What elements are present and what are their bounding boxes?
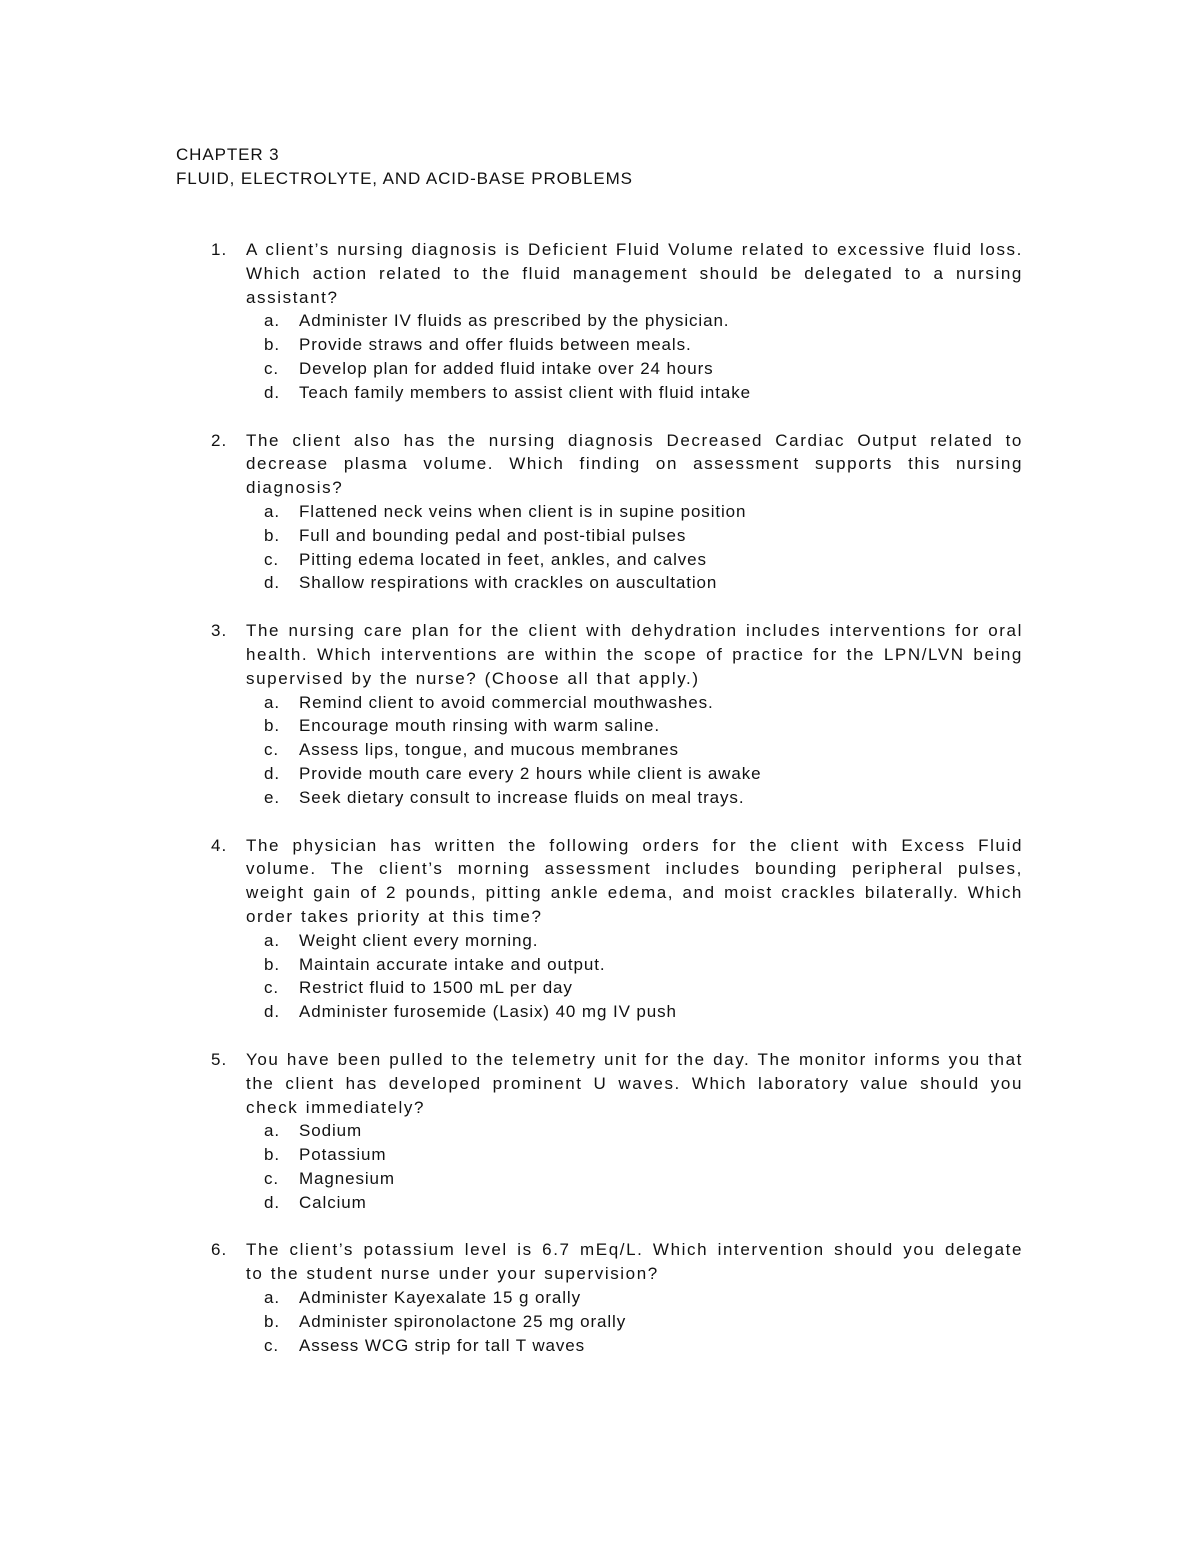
option-letter: a. xyxy=(264,930,280,950)
option-text: Seek dietary consult to increase fluids on meal trays. xyxy=(299,787,745,807)
answer-option xyxy=(246,1000,1023,1024)
question-1 xyxy=(211,238,1023,405)
option-text: Develop plan for added fluid intake over 24 hours xyxy=(299,358,714,378)
option-text: Weight client every morning. xyxy=(299,930,539,950)
option-text: Pitting edema located in feet, ankles, and calves xyxy=(299,549,707,569)
chapter-number: CHAPTER 3 xyxy=(176,145,280,164)
question-stem: You have been pulled to the telemetry unit for the day. The monitor informs you that the client has developed prominent U waves. Which laboratory value should you check immediately? xyxy=(246,1049,1023,1117)
answer-option xyxy=(246,762,1023,786)
question-3 xyxy=(211,619,1023,809)
answer-options xyxy=(246,1286,1023,1357)
option-text: Calcium xyxy=(299,1192,367,1212)
answer-option xyxy=(246,1191,1023,1215)
option-text: Full and bounding pedal and post-tibial pulses xyxy=(299,525,687,545)
answer-option xyxy=(246,333,1023,357)
option-text: Potassium xyxy=(299,1145,387,1165)
option-letter: b. xyxy=(264,1311,280,1331)
answer-option xyxy=(246,571,1023,595)
option-letter: b. xyxy=(264,954,280,974)
option-letter: a. xyxy=(264,692,280,712)
option-letter: e. xyxy=(264,787,280,807)
question-5 xyxy=(211,1048,1023,1215)
question-4 xyxy=(211,834,1023,1024)
answer-options xyxy=(246,1119,1023,1214)
option-letter: d. xyxy=(264,763,280,783)
option-letter: a. xyxy=(264,501,280,521)
option-text: Assess lips, tongue, and mucous membranes xyxy=(299,740,679,760)
option-text: Encourage mouth rinsing with warm saline. xyxy=(299,716,660,736)
question-number: 6. xyxy=(211,1240,228,1260)
answer-option xyxy=(246,524,1023,548)
question-2 xyxy=(211,429,1023,596)
option-text: Provide straws and offer fluids between meals. xyxy=(299,335,692,355)
answer-option xyxy=(246,738,1023,762)
question-stem: The client’s potassium level is 6.7 mEq/L. Which intervention should you delegate to the student nurse under your supervision? xyxy=(246,1240,1023,1284)
answer-option xyxy=(246,381,1023,405)
answer-option xyxy=(246,1119,1023,1143)
option-letter: c. xyxy=(264,1168,280,1188)
answer-options xyxy=(246,500,1023,595)
answer-option xyxy=(246,976,1023,1000)
answer-options xyxy=(246,929,1023,1024)
question-stem: A client’s nursing diagnosis is Deficient Fluid Volume related to excessive fluid loss. Which action related to the fluid management should be delegated to a nursing assistant? xyxy=(246,240,1023,307)
option-text: Administer furosemide (Lasix) 40 mg IV push xyxy=(299,1002,677,1022)
option-letter: c. xyxy=(264,978,280,998)
option-text: Flattened neck veins when client is in supine position xyxy=(299,501,747,521)
answer-options xyxy=(246,309,1023,404)
answer-option xyxy=(246,309,1023,333)
option-text: Magnesium xyxy=(299,1168,395,1188)
option-text: Shallow respirations with crackles on auscultation xyxy=(299,573,718,593)
question-list xyxy=(211,238,1023,1381)
question-stem: The physician has written the following orders for the client with Excess Fluid volume. The client’s morning assessment includes bounding peripheral pulses, weight gain of 2 pounds, pitting ankle edema, and moist crackles bilaterally. Which order takes priority at this time? xyxy=(246,835,1023,926)
option-letter: c. xyxy=(264,1335,280,1355)
question-number: 4. xyxy=(211,835,228,855)
option-text: Provide mouth care every 2 hours while client is awake xyxy=(299,763,762,783)
option-letter: a. xyxy=(264,1288,280,1308)
option-letter: a. xyxy=(264,311,280,331)
option-letter: b. xyxy=(264,1145,280,1165)
option-text: Remind client to avoid commercial mouthwashes. xyxy=(299,692,714,712)
question-number: 3. xyxy=(211,621,228,641)
answer-option xyxy=(246,1286,1023,1310)
answer-option xyxy=(246,786,1023,810)
answer-option xyxy=(246,691,1023,715)
question-6 xyxy=(211,1238,1023,1357)
option-text: Administer spironolactone 25 mg orally xyxy=(299,1311,627,1331)
option-letter: c. xyxy=(264,740,280,760)
option-letter: b. xyxy=(264,335,280,355)
option-letter: d. xyxy=(264,382,280,402)
answer-option xyxy=(246,953,1023,977)
answer-option xyxy=(246,500,1023,524)
answer-option xyxy=(246,357,1023,381)
option-letter: c. xyxy=(264,358,280,378)
question-stem: The client also has the nursing diagnosis Decreased Cardiac Output related to decrease plasma volume. Which finding on assessment supports this nursing diagnosis? xyxy=(246,430,1023,498)
question-stem: The nursing care plan for the client with dehydration includes interventions for oral health. Which interventions are within the scope of practice for the LPN/LVN being supervised by the nurse? (Choose all that apply.) xyxy=(246,621,1023,688)
question-number: 5. xyxy=(211,1049,228,1069)
answer-option xyxy=(246,1334,1023,1358)
option-text: Restrict fluid to 1500 mL per day xyxy=(299,978,573,998)
option-letter: d. xyxy=(264,1192,280,1212)
answer-option xyxy=(246,714,1023,738)
answer-option xyxy=(246,929,1023,953)
option-text: Sodium xyxy=(299,1121,363,1141)
option-letter: b. xyxy=(264,716,280,736)
answer-option xyxy=(246,1143,1023,1167)
option-letter: d. xyxy=(264,1002,280,1022)
answer-option xyxy=(246,1310,1023,1334)
option-text: Teach family members to assist client with fluid intake xyxy=(299,382,751,402)
answer-options xyxy=(246,691,1023,810)
question-number: 2. xyxy=(211,430,228,450)
option-text: Assess WCG strip for tall T waves xyxy=(299,1335,586,1355)
option-letter: a. xyxy=(264,1121,280,1141)
chapter-header xyxy=(176,143,633,191)
answer-option xyxy=(246,1167,1023,1191)
option-letter: b. xyxy=(264,525,280,545)
answer-option xyxy=(246,548,1023,572)
question-number: 1. xyxy=(211,240,228,259)
option-letter: d. xyxy=(264,573,280,593)
option-text: Administer IV fluids as prescribed by the physician. xyxy=(299,311,730,331)
option-letter: c. xyxy=(264,549,280,569)
option-text: Administer Kayexalate 15 g orally xyxy=(299,1288,581,1308)
option-text: Maintain accurate intake and output. xyxy=(299,954,606,974)
chapter-title: FLUID, ELECTROLYTE, AND ACID-BASE PROBLEMS xyxy=(176,169,633,188)
